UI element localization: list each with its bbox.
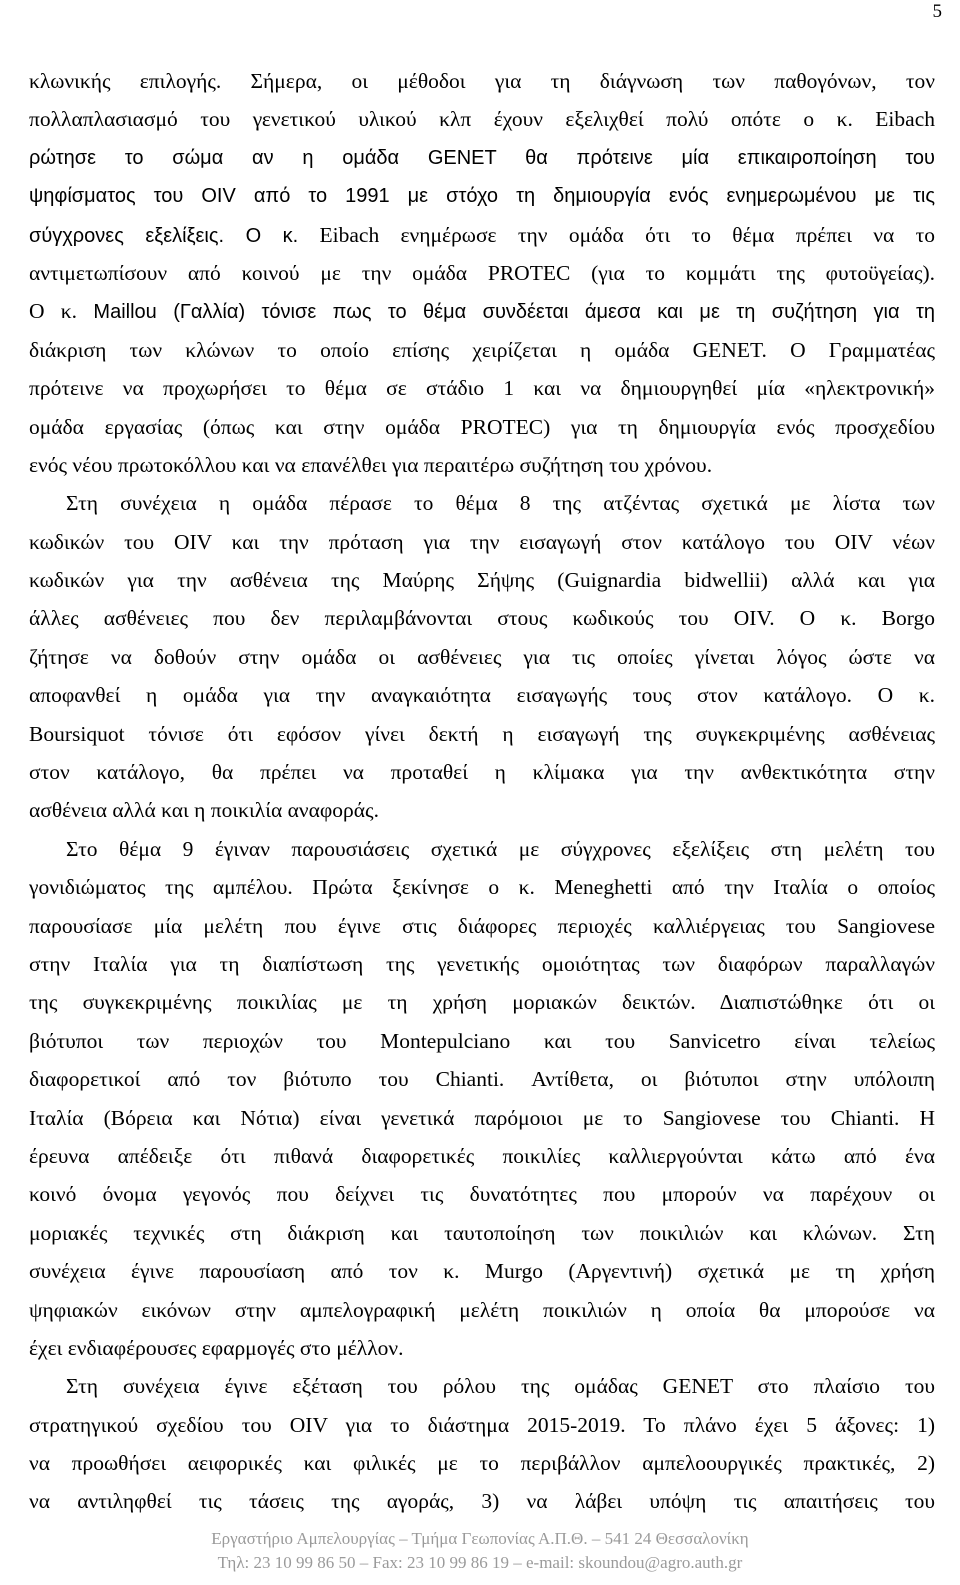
text-line: κωδικών του OIV και την πρόταση για την εισαγωγή στον κατάλογο του OIV νέων [29, 529, 935, 554]
text-run-sans: σύγχρονες εξελίξεις. Ο κ. [29, 224, 299, 247]
text-line: έρευνα απέδειξε ότι πιθανά διαφορετικές ποικιλίες καλλιεργούνται κάτω από ένα [29, 1143, 935, 1168]
text-run-serif: Ο κ. [29, 299, 77, 324]
footer-contact: Τηλ: 23 10 99 86 50 – Fax: 23 10 99 86 19 – e-mail: skoundou@agro.auth.gr [217, 1553, 743, 1572]
text-line: ψηφίσματος του OIV από το 1991 με στόχο τη δημιουργία ενός ενημερωμένου με τις [29, 185, 935, 208]
text-line [29, 292, 935, 330]
text-line: στην Ιταλία για τη διαπίστωση της γενετικής ομοιότητας των διαφόρων παραλλαγών [29, 951, 935, 976]
text-run-serif: Eibach ενημέρωσε την ομάδα ότι το θέμα πρέπει να το [298, 222, 935, 247]
text-line: γονιδιώματος της αμπέλου. Πρώτα ξεκίνησε ο κ. Meneghetti από την Ιταλία ο οποίος [29, 875, 935, 900]
text-line: παρουσίασε μία μελέτη που έγινε στις διάφορες περιοχές καλλιέργειας του Sangiovese [29, 913, 935, 938]
text-line: κωδικών για την ασθένεια της Μαύρης Σήψης (Guignardia bidwellii) αλλά και για [29, 568, 935, 593]
text-line: στον κατάλογο, θα πρέπει να προταθεί η κλίμακα για την ανθεκτικότητα στην [29, 760, 935, 785]
text-line: ψηφιακών εικόνων στην αμπελογραφική μελέτη ποικιλιών η οποία θα μπορούσε να [29, 1297, 935, 1322]
text-line: βιότυποι των περιοχών του Montepulciano και του Sanvicetro είναι τελείως [29, 1028, 935, 1053]
text-line: συνέχεια έγινε παρουσίαση από τον κ. Murgo (Αργεντινή) σχετικά με τη χρήση [29, 1259, 935, 1284]
text-line: μοριακές τεχνικές στη διάκριση και ταυτοποίηση των ποικιλιών και κλώνων. Στη [29, 1220, 935, 1245]
page-number: 5 [932, 1, 942, 22]
text-line: να προωθήσει αειφορικές και φιλικές με το περιβάλλον αμπελοουργικές πρακτικές, 2) [29, 1451, 935, 1476]
text-line: ομάδα εργασίας (όπως και στην ομάδα PROTEC) για τη δημιουργία ενός προσχεδίου [29, 414, 935, 439]
page-footer [0, 1527, 960, 1575]
text-line: άλλες ασθένειες που δεν περιλαμβάνονται στους κωδικούς του OIV. Ο κ. Borgo [29, 606, 935, 631]
text-line: στρατηγικού σχεδίου του OIV για το διάστημα 2015-2019. Το πλάνο έχει 5 άξονες: 1) [29, 1412, 935, 1437]
text-line: αντιμετωπίσουν από κοινού με την ομάδα PROTEC (για το κομμάτι της φυτοϋγείας). [29, 260, 935, 285]
text-line: Boursiquot τόνισε ότι εφόσον γίνει δεκτή η εισαγωγή της συγκεκριμένης ασθένειας [29, 721, 935, 746]
text-line: διαφορετικοί από τον βιότυπο του Chianti. Αντίθετα, οι βιότυποι στην υπόλοιπη [29, 1067, 935, 1092]
text-line [29, 216, 935, 254]
text-line: ασθένεια αλλά και η ποικιλία αναφοράς. [29, 798, 379, 823]
text-line: ενός νέου πρωτοκόλλου και να επανέλθει για περαιτέρω συζήτηση του χρόνου. [29, 452, 713, 477]
text-line: πολλαπλασιασμό του γενετικού υλικού κλπ έχουν εξελιχθεί πολύ οπότε ο κ. Eibach [29, 107, 935, 132]
text-line: πρότεινε να προχωρήσει το θέμα σε στάδιο 1 και να δημιουργηθεί μία «ηλεκτρονική» [29, 376, 935, 401]
text-line: κοινό όνομα γεγονός που δείχνει τις δυνατότητες που μπορούν να παρέχουν οι [29, 1182, 935, 1207]
text-line: να αντιληφθεί τις τάσεις της αγοράς, 3) να λάβει υπόψη τις απαιτήσεις του [29, 1489, 935, 1514]
text-line: Στη συνέχεια η ομάδα πέρασε το θέμα 8 της ατζέντας σχετικά με λίστα των [66, 491, 935, 516]
text-line: ζήτησε να δοθούν στην ομάδα οι ασθένειες για τις οποίες γίνεται λόγος ώστε να [29, 644, 935, 669]
footer-address: Εργαστήριο Αμπελουργίας – Τμήμα Γεωπονίας Α.Π.Θ. – 541 24 Θεσσαλονίκη [211, 1529, 749, 1548]
text-line: διάκριση των κλώνων το οποίο επίσης χειρίζεται η ομάδα GENET. Ο Γραμματέας [29, 337, 935, 362]
text-line: της συγκεκριμένης ποικιλίας με τη χρήση μοριακών δεικτών. Διαπιστώθηκε ότι οι [29, 990, 935, 1015]
text-line: έχει ενδιαφέρουσες εφαρμογές στο μέλλον. [29, 1335, 404, 1360]
text-line: αποφανθεί η ομάδα για την αναγκαιότητα εισαγωγής τους στον κατάλογο. Ο κ. [29, 683, 935, 708]
text-line: κλωνικής επιλογής. Σήμερα, οι μέθοδοι για τη διάγνωση των παθογόνων, τον [29, 69, 935, 93]
text-line: Στο θέμα 9 έγιναν παρουσιάσεις σχετικά με σύγχρονες εξελίξεις στη μελέτη του [66, 836, 935, 861]
text-line: Ιταλία (Βόρεια και Νότια) είναι γενετικά παρόμοιοι με το Sangiovese του Chianti. Η [29, 1105, 935, 1130]
text-line: ρώτησε το σώμα αν η ομάδα GENET θα πρότεινε μία επικαιροποίηση του [29, 146, 935, 169]
document-body [29, 62, 935, 1521]
text-line: Στη συνέχεια έγινε εξέταση του ρόλου της ομάδας GENET στο πλαίσιο του [66, 1374, 935, 1399]
text-run-sans: Maillou (Γαλλία) τόνισε πως το θέμα συνδέεται άμεσα και με τη συζήτηση για τη [76, 301, 935, 324]
